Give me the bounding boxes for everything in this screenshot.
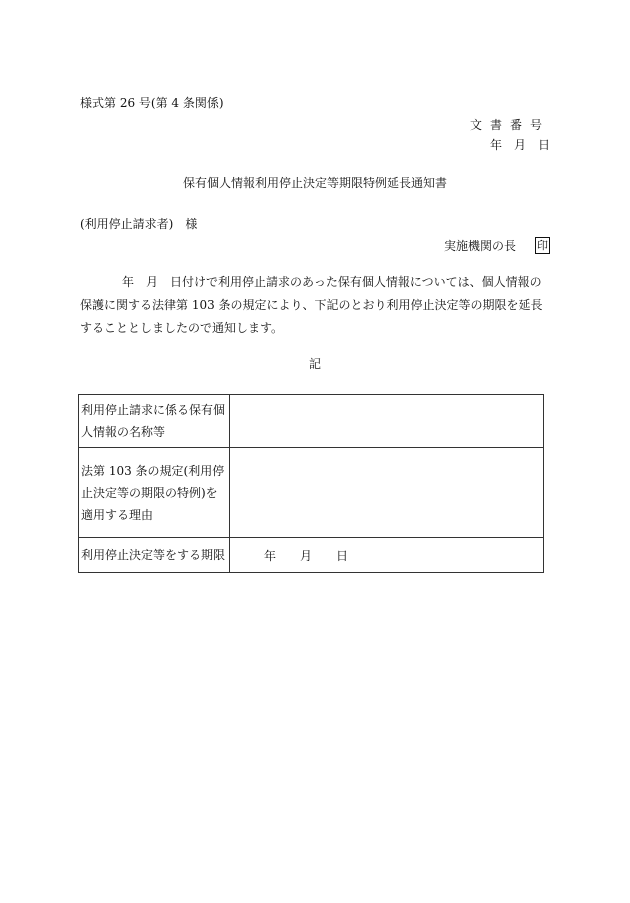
table-row (79, 395, 544, 448)
form-number-label: 様式第 26 号(第 4 条関係) (80, 96, 224, 110)
table-label-cell: 利用停止決定等をする期限 (79, 538, 230, 573)
document-title: 保有個人情報利用停止決定等期限特例延長通知書 (182, 176, 447, 190)
document-date-label: 年 月 日 (489, 138, 550, 152)
issuer-name: 実施機関の長 (443, 238, 516, 253)
seal-mark: 印 (537, 239, 548, 252)
table-value-cell (230, 395, 544, 448)
table-label-cell: 利用停止請求に係る保有個人情報の名称等 (79, 395, 230, 448)
table-value-cell (230, 448, 544, 538)
table-row (79, 448, 544, 538)
notice-body-text: 年 月 日付けで利用停止請求のあった保有個人情報については、個人情報の保護に関する法律第 103 条の規定により、下記のとおり利用停止決定等の期限を延長することとしましたので通知します。 (80, 275, 543, 335)
issuer-line (444, 237, 550, 254)
details-table (78, 394, 544, 573)
deadline-date-cell: 年 月 日 (230, 538, 544, 573)
ki-heading: 記 (308, 357, 321, 371)
document-number-label: 文書番号 (469, 118, 550, 132)
recipient-line: (利用停止請求者) 様 (80, 217, 198, 231)
table-label-cell: 法第 103 条の規定(利用停止決定等の期限の特例)を適用する理由 (79, 448, 230, 538)
table-row (79, 538, 544, 573)
